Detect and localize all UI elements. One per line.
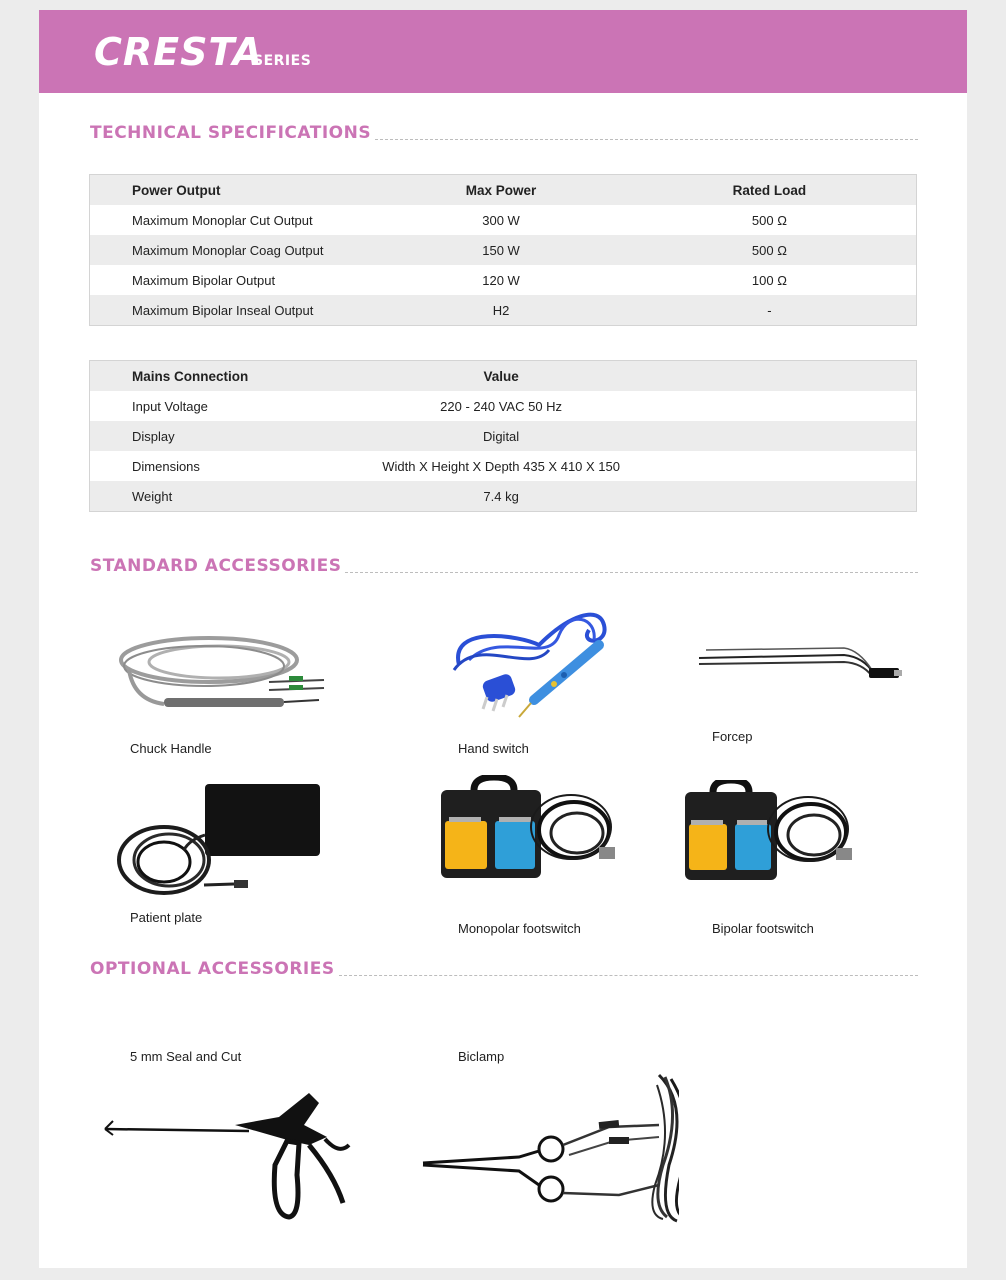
accessory-label: Chuck Handle: [130, 741, 212, 756]
bipolar-forcep-icon: [694, 630, 914, 700]
dashed-divider: [375, 139, 918, 140]
table-row: [90, 295, 917, 326]
brochure-page: [39, 10, 967, 1268]
table-cell: Maximum Bipolar Inseal Output: [132, 302, 314, 318]
table-header-row: [90, 361, 917, 392]
table-row: [90, 451, 917, 481]
table-cell: Width X Height X Depth 435 X 410 X 150: [382, 458, 620, 474]
table-row: [90, 205, 917, 235]
table-cell: 7.4 kg: [483, 488, 519, 504]
section-title: OPTIONAL ACCESSORIES: [90, 959, 335, 979]
dashed-divider: [345, 572, 918, 573]
header-cell: Rated Load: [732, 182, 807, 198]
dashed-divider: [339, 975, 918, 976]
header-cell: Mains Connection: [132, 368, 249, 384]
accessory-label: Hand switch: [458, 741, 529, 756]
table-cell: 100 Ω: [751, 272, 787, 288]
table-cell: Digital: [483, 428, 520, 444]
accessory-monopolar-footswitch: [439, 775, 699, 945]
accessory-label: Monopolar footswitch: [458, 921, 581, 936]
monopolar-footswitch-icon: [439, 775, 619, 885]
patient-plate-icon: [109, 780, 339, 905]
table-cell: Weight: [132, 488, 173, 504]
accessory-label: Bipolar footswitch: [712, 921, 814, 936]
empty-cell: [623, 481, 916, 512]
empty-cell: [623, 421, 916, 451]
biclamp-instrument-icon: [419, 1045, 679, 1225]
brand-series: SERIES: [253, 53, 312, 69]
table-row: [90, 265, 917, 295]
table-cell: 120 W: [482, 272, 520, 288]
table-cell: Display: [132, 428, 175, 444]
empty-cell: [623, 361, 916, 392]
table-header-row: [90, 175, 917, 206]
accessory-label: Forcep: [712, 729, 753, 744]
table-cell: 150 W: [482, 242, 520, 258]
power-output-table: [89, 174, 917, 326]
table-row: [90, 391, 917, 421]
optional-accessories-heading: [90, 957, 918, 979]
table-cell: H2: [492, 302, 510, 318]
header-cell: Max Power: [465, 182, 537, 198]
accessory-forcep: [694, 630, 954, 800]
header-banner: [39, 10, 967, 93]
table-cell: Maximum Bipolar Output: [132, 272, 276, 288]
accessory-patient-plate: [109, 780, 369, 950]
table-cell: -: [767, 302, 772, 318]
standard-accessories-heading: [90, 554, 918, 576]
table-row: [90, 421, 917, 451]
empty-cell: [623, 451, 916, 481]
table-cell: 500 Ω: [751, 242, 787, 258]
seal-and-cut-instrument-icon: [99, 1045, 359, 1225]
table-row: [90, 481, 917, 512]
mains-connection-table: [89, 360, 917, 512]
accessory-label: Biclamp: [458, 1049, 505, 1064]
brand-name: CRESTA: [94, 30, 263, 74]
table-cell: Maximum Monoplar Coag Output: [132, 242, 324, 258]
section-title: TECHNICAL SPECIFICATIONS: [90, 123, 372, 143]
table-cell: 300 W: [482, 212, 520, 228]
accessory-label: Patient plate: [130, 910, 203, 925]
hand-switch-pencil-icon: [439, 605, 619, 730]
table-cell: Input Voltage: [132, 398, 208, 414]
header-cell: Value: [483, 368, 519, 384]
section-title: STANDARD ACCESSORIES: [90, 556, 342, 576]
accessory-hand-switch: [439, 605, 699, 775]
accessory-bipolar-footswitch: [683, 780, 943, 950]
table-row: [90, 235, 917, 265]
table-cell: Maximum Monoplar Cut Output: [132, 212, 313, 228]
accessory-chuck-handle: [109, 620, 369, 790]
electrosurgical-pencil-cable-icon: [109, 620, 339, 720]
table-cell: Dimensions: [132, 458, 200, 474]
table-cell: 220 - 240 VAC 50 Hz: [440, 398, 563, 414]
header-cell: Power Output: [132, 182, 221, 198]
accessory-biclamp: [419, 1045, 679, 1225]
empty-cell: [623, 391, 916, 421]
accessory-label: 5 mm Seal and Cut: [130, 1049, 242, 1064]
technical-specifications-heading: [90, 121, 918, 143]
bipolar-footswitch-icon: [683, 780, 863, 890]
accessory-seal-and-cut: [99, 1045, 359, 1225]
table-cell: 500 Ω: [751, 212, 787, 228]
